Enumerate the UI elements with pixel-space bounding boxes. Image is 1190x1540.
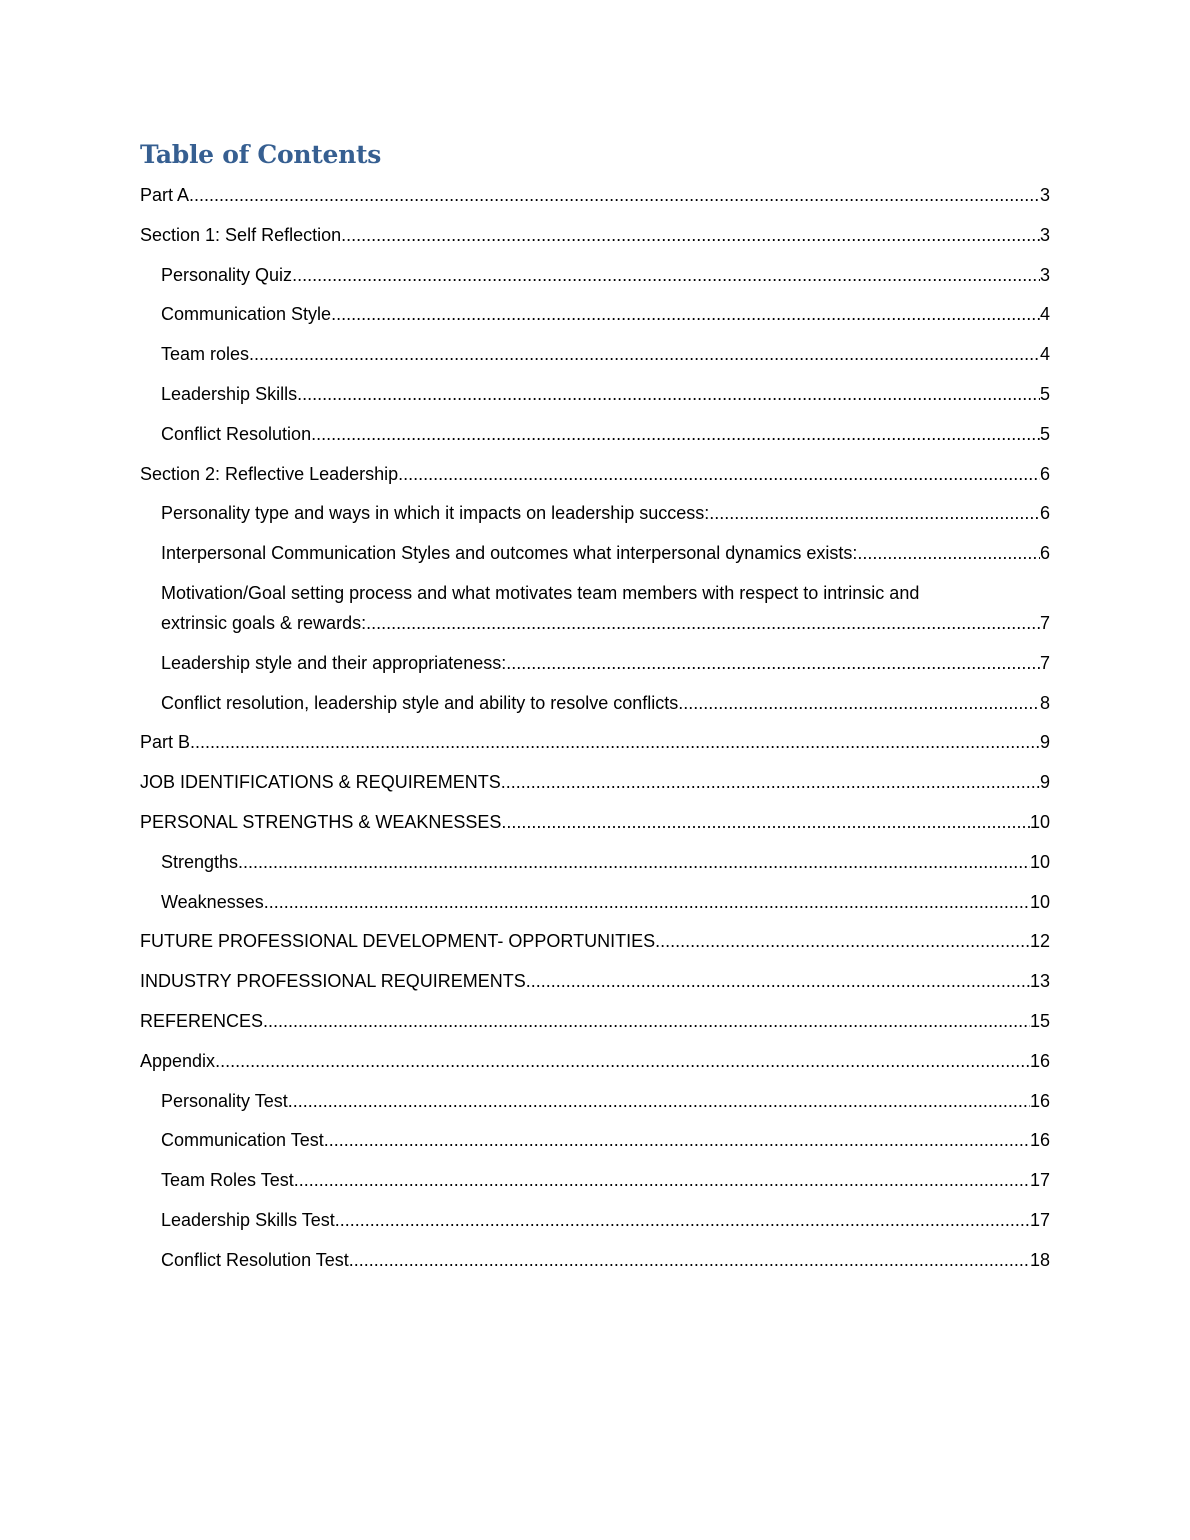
toc-entry[interactable]: [140, 299, 1050, 329]
toc-page-number: 6: [1039, 543, 1050, 564]
toc-page-number: 5: [1039, 383, 1050, 404]
toc-entry-line: [140, 1046, 1050, 1076]
toc-page-number: 10: [1029, 851, 1050, 872]
toc-entry-line: [161, 847, 1050, 877]
toc-entry[interactable]: [140, 648, 1050, 678]
toc-page-number: 6: [1039, 463, 1050, 484]
toc-dot-leader: [655, 926, 1030, 956]
toc-dot-leader: [297, 379, 1040, 409]
toc-entry-text: Communication Style: [161, 304, 332, 325]
toc-entry-text: Leadership Skills: [161, 383, 298, 404]
toc-entry-text: Strengths: [161, 851, 239, 872]
toc-page-number: 16: [1029, 1130, 1050, 1151]
toc-entry-text: extrinsic goals & rewards:: [161, 612, 367, 633]
toc-page-number: 15: [1029, 1010, 1050, 1031]
toc-entry-line: [140, 807, 1050, 837]
toc-page-number: 10: [1029, 891, 1050, 912]
toc-entry-text: Leadership style and their appropriateness:: [161, 652, 507, 673]
toc-page-number: 16: [1029, 1050, 1050, 1071]
toc-dot-leader: [311, 419, 1040, 449]
toc-entry-text: Personality Test: [161, 1090, 288, 1111]
toc-page-number: 9: [1039, 732, 1050, 753]
toc-entry[interactable]: [140, 887, 1050, 917]
toc-entry-line: [161, 1165, 1050, 1195]
toc-entry[interactable]: [140, 1125, 1050, 1155]
toc-dot-leader: [857, 538, 1040, 568]
toc-entry-line: [140, 1006, 1050, 1036]
toc-dot-leader: [501, 807, 1030, 837]
toc-dot-leader: [215, 1046, 1030, 1076]
toc-entry[interactable]: [140, 1046, 1050, 1076]
toc-page-number: 12: [1029, 931, 1050, 952]
toc-dot-leader: [335, 1205, 1030, 1235]
toc-dot-leader: [331, 299, 1040, 329]
toc-entry[interactable]: [140, 498, 1050, 528]
toc-entry-text: Appendix: [140, 1050, 216, 1071]
toc-entry-text: Section 1: Self Reflection: [140, 224, 342, 245]
toc-entry-text: Part B: [140, 732, 191, 753]
toc-dot-leader: [238, 847, 1030, 877]
toc-entry-line: [161, 498, 1050, 528]
toc-entry[interactable]: [140, 419, 1050, 449]
toc-dot-leader: [292, 260, 1040, 290]
toc-entry-text: Weaknesses: [161, 891, 264, 912]
toc-entry[interactable]: [140, 578, 1050, 638]
toc-entry-text: PERSONAL STRENGTHS & WEAKNESSES: [140, 811, 502, 832]
toc-entry-text: Personality type and ways in which it impacts on leadership success:: [161, 503, 710, 524]
toc-page-number: 17: [1029, 1209, 1050, 1230]
toc-page-number: 4: [1039, 344, 1050, 365]
toc-page-number: 5: [1039, 423, 1050, 444]
toc-entry[interactable]: [140, 1245, 1050, 1275]
toc-entry[interactable]: [140, 459, 1050, 489]
toc-dot-leader: [709, 498, 1040, 528]
toc-entry-line: [161, 608, 1050, 638]
toc-entry-text: Section 2: Reflective Leadership: [140, 463, 399, 484]
toc-entry-text: Team Roles Test: [161, 1170, 294, 1191]
toc-dot-leader: [341, 220, 1040, 250]
toc-dot-leader: [678, 688, 1040, 718]
toc-entry-text: JOB IDENTIFICATIONS & REQUIREMENTS: [140, 772, 501, 793]
toc-entry-text: Part A: [140, 185, 190, 205]
toc-entry-text: Personality Quiz: [161, 264, 293, 285]
toc-entry-text: Interpersonal Communication Styles and outcomes what interpersonal dynamics exists:: [161, 543, 858, 564]
toc-entry[interactable]: [140, 379, 1050, 409]
toc-entry-text: Communication Test: [161, 1130, 324, 1151]
toc-entry-line: [140, 459, 1050, 489]
toc-dot-leader: [189, 180, 1040, 210]
toc-dot-leader: [501, 767, 1040, 797]
document-page: [140, 138, 1050, 1285]
toc-entry-line: [161, 1245, 1050, 1275]
toc-entry[interactable]: [140, 1205, 1050, 1235]
toc-entry-text: FUTURE PROFESSIONAL DEVELOPMENT- OPPORTUNITIES: [140, 931, 656, 952]
toc-dot-leader: [398, 459, 1040, 489]
toc-dot-leader: [263, 1006, 1030, 1036]
toc-entry[interactable]: [140, 339, 1050, 369]
toc-page-number: 16: [1029, 1090, 1050, 1111]
toc-dot-leader: [190, 727, 1040, 757]
toc-entry-line: [161, 339, 1050, 369]
toc-page-number: 4: [1039, 304, 1050, 325]
toc-page-number: 9: [1039, 772, 1050, 793]
toc-page-number: 10: [1029, 811, 1050, 832]
toc-entry[interactable]: [140, 727, 1050, 757]
toc-dot-leader: [349, 1245, 1030, 1275]
toc-entry[interactable]: [140, 220, 1050, 250]
toc-entry-line: [140, 727, 1050, 757]
toc-entry-text: Conflict Resolution: [161, 423, 312, 444]
toc-entry-line: [161, 379, 1050, 409]
toc-page-number: 3: [1039, 185, 1050, 205]
toc-page-number: 3: [1039, 264, 1050, 285]
toc-entry-line: [161, 1125, 1050, 1155]
toc-page-number: 18: [1029, 1249, 1050, 1270]
toc-list: [140, 180, 1050, 1275]
toc-dot-leader: [294, 1165, 1030, 1195]
toc-entry[interactable]: [140, 1165, 1050, 1195]
toc-entry-text: Motivation/Goal setting process and what motivates team members with respect to intrinsic and: [161, 582, 920, 603]
toc-entry-line: [140, 926, 1050, 956]
toc-entry[interactable]: [140, 180, 1050, 210]
toc-entry-line: [140, 767, 1050, 797]
toc-dot-leader: [366, 608, 1040, 638]
toc-entry-line: [161, 538, 1050, 568]
toc-page-number: 7: [1039, 612, 1050, 633]
toc-dot-leader: [264, 887, 1030, 917]
toc-entry[interactable]: [140, 966, 1050, 996]
toc-entry[interactable]: [140, 1086, 1050, 1116]
toc-entry-line: [161, 1086, 1050, 1116]
toc-entry-text: Leadership Skills Test: [161, 1209, 335, 1230]
toc-dot-leader: [249, 339, 1040, 369]
toc-entry-line: [161, 260, 1050, 290]
toc-title: Table of Contents: [140, 140, 382, 169]
toc-dot-leader: [324, 1125, 1030, 1155]
toc-entry[interactable]: [140, 538, 1050, 568]
toc-entry-text: Conflict resolution, leadership style and ability to resolve conflicts: [161, 692, 679, 713]
toc-entry[interactable]: [140, 767, 1050, 797]
toc-page-number: 8: [1039, 692, 1050, 713]
toc-dot-leader: [526, 966, 1030, 996]
toc-page-number: 3: [1039, 224, 1050, 245]
toc-entry-line: [161, 648, 1050, 678]
toc-entry[interactable]: [140, 847, 1050, 877]
toc-entry-text: REFERENCES: [140, 1010, 264, 1031]
toc-entry-line: [161, 688, 1050, 718]
toc-entry[interactable]: [140, 1006, 1050, 1036]
toc-entry-line: [161, 419, 1050, 449]
toc-page-number: 17: [1029, 1170, 1050, 1191]
toc-page-number: 13: [1029, 971, 1050, 992]
toc-entry-text: Conflict Resolution Test: [161, 1249, 349, 1270]
toc-entry-text: Team roles: [161, 344, 250, 365]
toc-entry-line: [140, 180, 1050, 210]
toc-entry[interactable]: [140, 260, 1050, 290]
toc-entry[interactable]: [140, 807, 1050, 837]
toc-page-number: 6: [1039, 503, 1050, 524]
toc-dot-leader: [288, 1086, 1030, 1116]
toc-entry-line: [161, 887, 1050, 917]
toc-entry-line: [140, 220, 1050, 250]
toc-dot-leader: [506, 648, 1040, 678]
toc-page-number: 7: [1039, 652, 1050, 673]
toc-entry-line: [161, 299, 1050, 329]
toc-entry[interactable]: [140, 688, 1050, 718]
toc-entry[interactable]: [140, 926, 1050, 956]
toc-entry-text: INDUSTRY PROFESSIONAL REQUIREMENTS: [140, 971, 526, 992]
toc-entry-line: [140, 966, 1050, 996]
toc-entry-line: [161, 1205, 1050, 1235]
